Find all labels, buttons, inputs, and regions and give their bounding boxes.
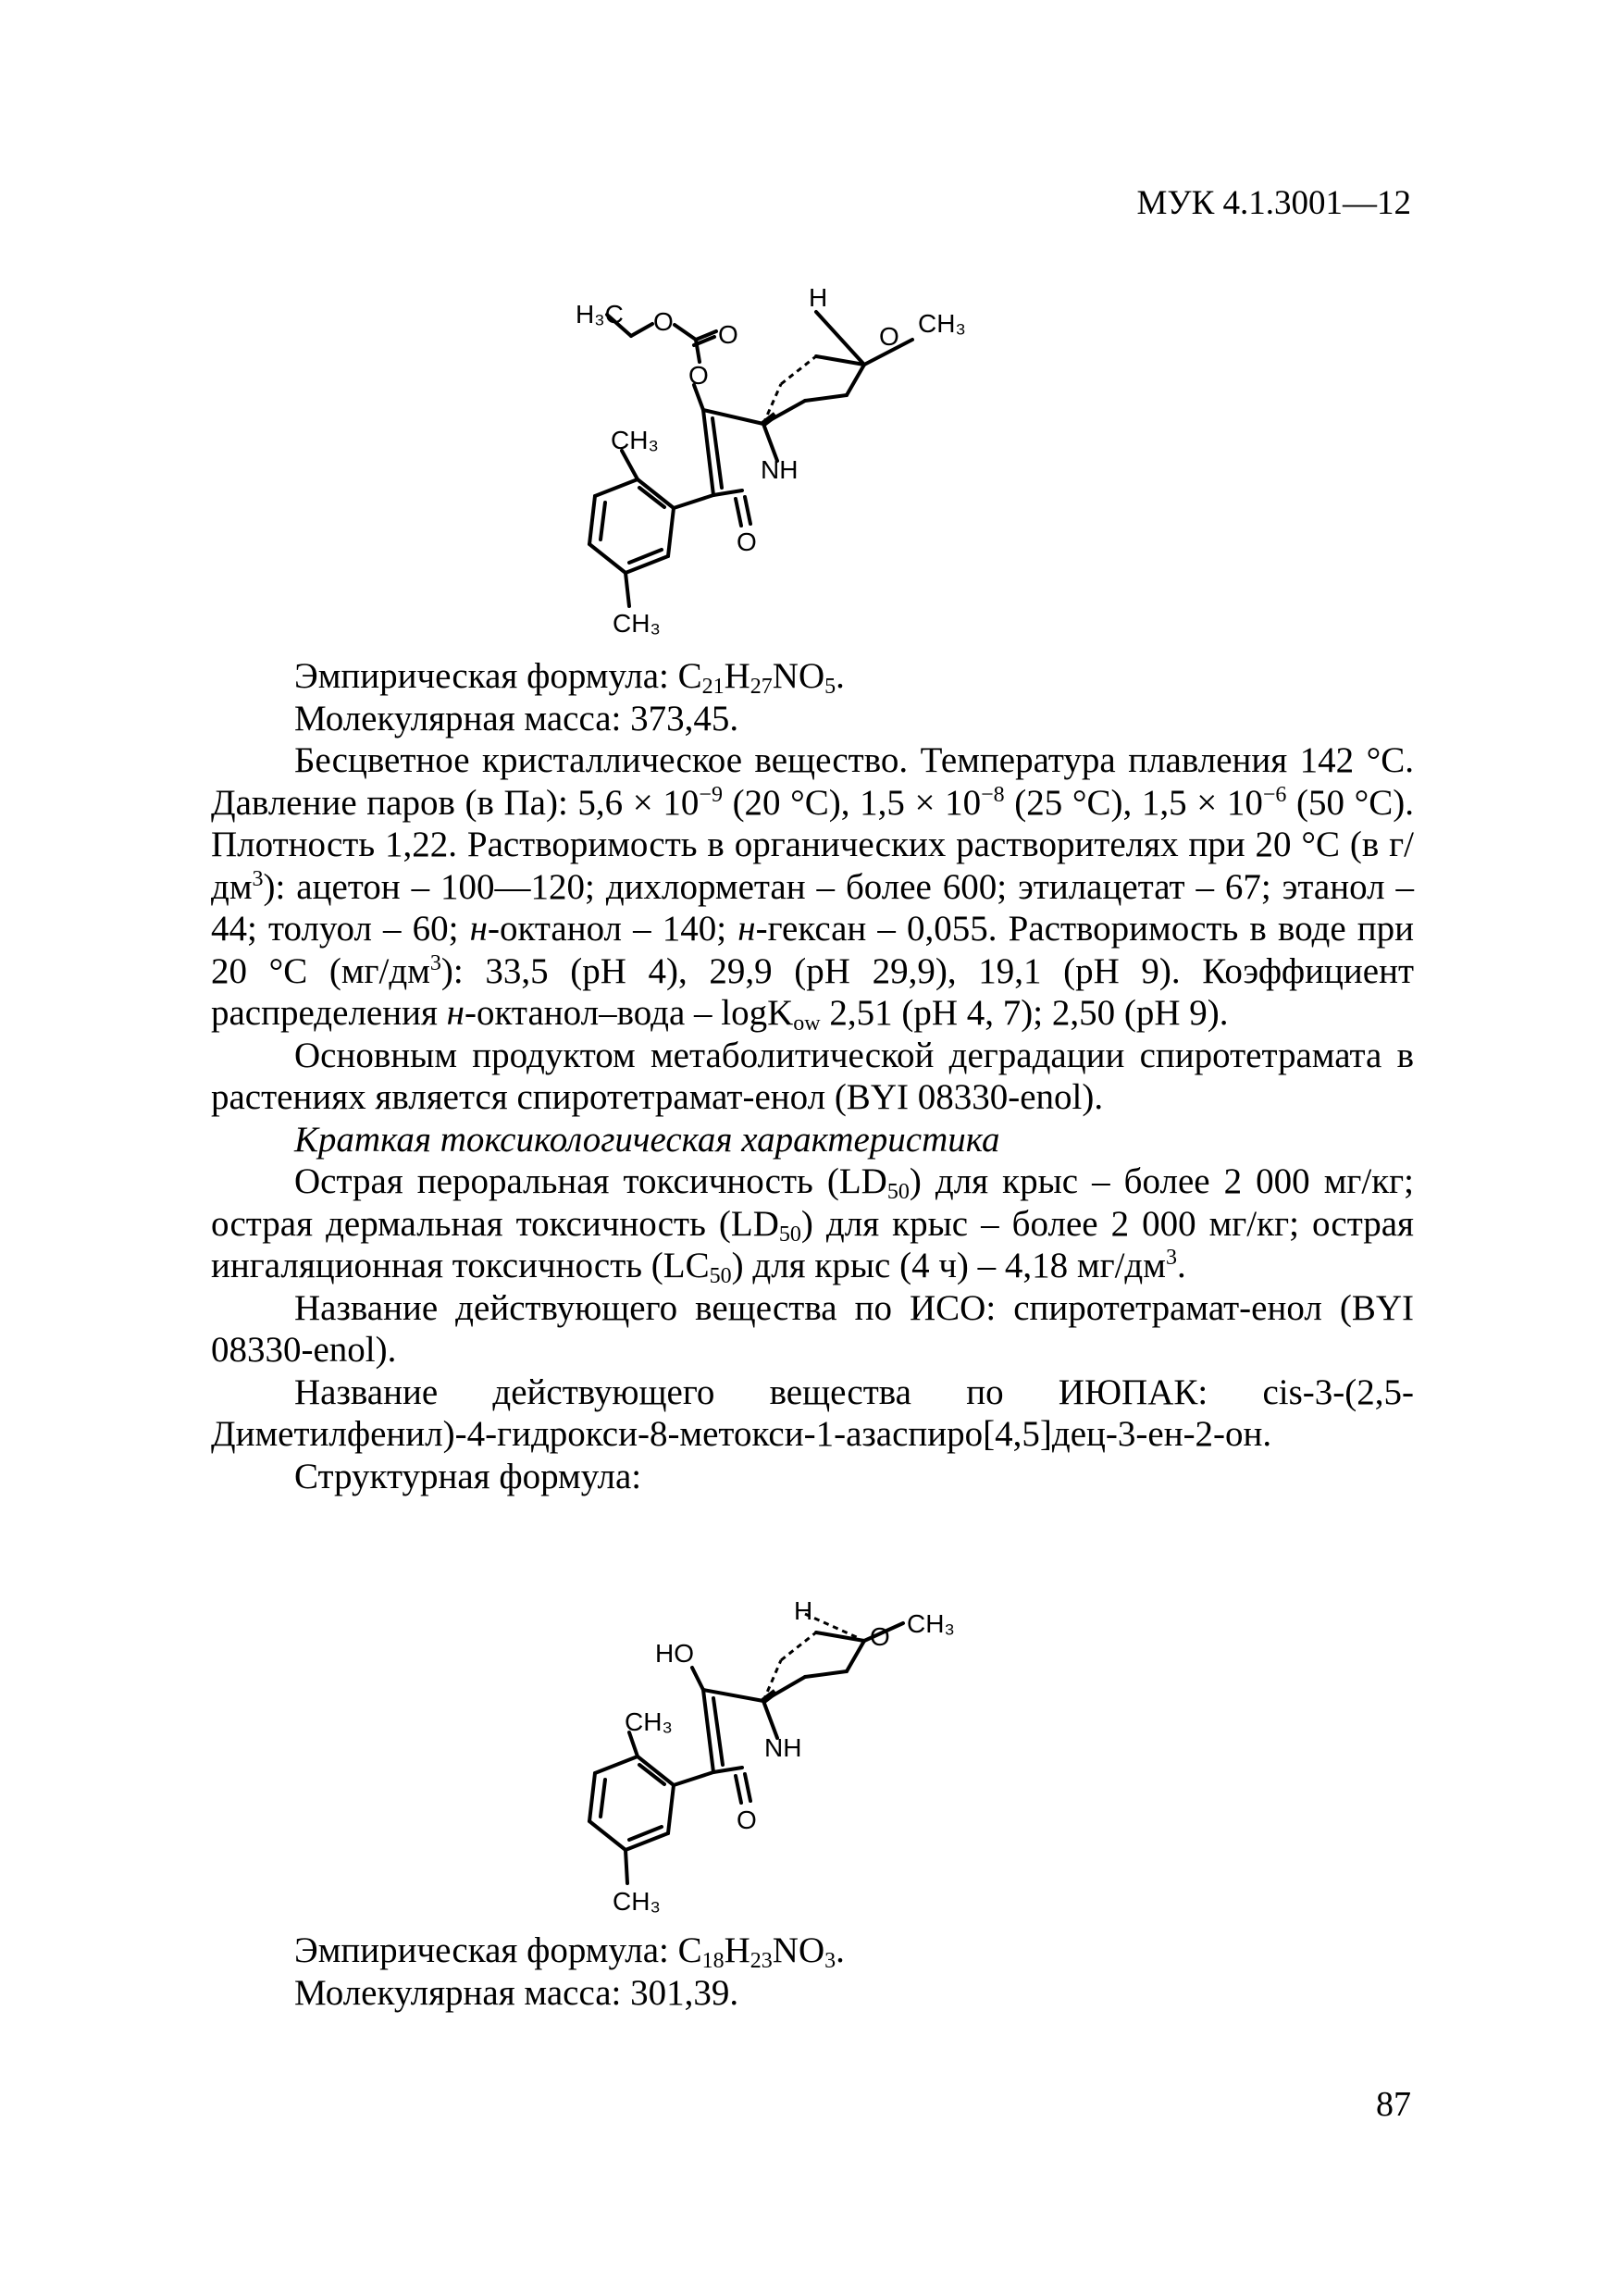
empirical-formula-1: Эмпирическая формула: $C_{21}H_{27}NO_5$.	[294, 656, 845, 699]
atom-ch3-para: CH₃	[613, 1887, 661, 1916]
physical-properties: Бесцветное кристаллическое вещество. Температура плавления 142 °С. Давление паров (в Па): $5,6 \times 10^{-9}$ (20 °С), $1,5 \times 10^{-8}$ (25 °С), $1,5 \times 10^{-6}$ (50 °С). Плотность 1,22. Растворимость в органических растворителях при 20 °С (в $г/дм^3$): ацетон – 100—120; дихлорметан – более 600; этилацетат – 67; этанол – 44; толуол – 60; н-октанол – 140; н-гексан – 0,055. Растворимость в воде при 20 °С $(мг/дм^3)$: 33,5 (рН 4), 29,9 (рН 29,9), 19,1 (рН 9). Коэффициент распределения н-октанол–вода – logK$_{ow}$ 2,51 (рН 4, 7); 2,50 (рН 9).	[211, 740, 1414, 1036]
atom-ch3-aryl: CH₃	[625, 1707, 673, 1736]
atom-h3c: H₃C	[576, 300, 624, 329]
molecular-mass-1: Молекулярная масса: 373,45.	[294, 698, 739, 738]
atom-o-lactam: O	[737, 1806, 757, 1834]
toxicology-paragraph: Острая пероральная токсичность $(LD_{50})$ для крыс – более 2 000 мг/кг; острая дермальная токсичность $(LD_{50})$ для крыс – более 2 000 мг/кг; острая ингаляционная токсичность $(LC_{50})$ для крыс (4 ч) – 4,18 $мг/дм^3$.	[211, 1161, 1414, 1288]
atom-o-lactam: O	[737, 527, 757, 556]
atom-h: H	[809, 283, 828, 312]
atom-o-link: O	[688, 361, 709, 390]
atom-o-ether: O	[653, 307, 674, 336]
molecular-mass-2: Молекулярная масса: 301,39.	[294, 1972, 739, 2013]
toxicology-heading: Краткая токсикологическая характеристика	[294, 1119, 1000, 1160]
page-number: 87	[1376, 2085, 1411, 2124]
metabolite-paragraph: Основным продуктом метаболитической деградации спиротетрамата в растениях является спиротетрамат-енол (BYI 08330-enol).	[211, 1035, 1414, 1117]
atom-o-methoxy: O	[879, 322, 899, 351]
compound2-info	[211, 1930, 1414, 2014]
empirical-formula-2: Эмпирическая формула: $C_{18}H_{23}NO_3$.	[294, 1930, 845, 1973]
atom-h: H	[794, 1601, 813, 1625]
document-code: МУК 4.1.3001—12	[1136, 184, 1411, 222]
atom-nh: NH	[764, 1733, 802, 1762]
atom-ch3-para: CH₃	[613, 609, 661, 638]
atom-ch3-methoxy: CH₃	[918, 309, 966, 338]
iupac-name-paragraph: Название действующего вещества по ИЮПАК: cis-3-(2,5-Диметилфенил)-4-гидрокси-8-метокси-1-азаспиро[4,5]дец-3-ен-2-он.	[211, 1371, 1414, 1454]
atom-o-carbonyl: O	[718, 320, 738, 349]
document-body	[211, 655, 1414, 1497]
structural-formula-label: Структурная формула:	[294, 1456, 642, 1496]
atom-ch3-aryl: CH₃	[611, 426, 659, 454]
atom-ho: HO	[655, 1639, 694, 1668]
structural-formula-spirotetramat	[555, 282, 1036, 652]
structural-formula-spirotetramat-enol	[583, 1601, 1018, 1925]
atom-o-methoxy: O	[870, 1622, 890, 1651]
atom-nh: NH	[761, 455, 799, 484]
iso-name-paragraph: Название действующего вещества по ИСО: спиротетрамат-енол (BYI 08330-enol).	[211, 1287, 1414, 1370]
atom-ch3-methoxy: CH₃	[907, 1609, 955, 1638]
